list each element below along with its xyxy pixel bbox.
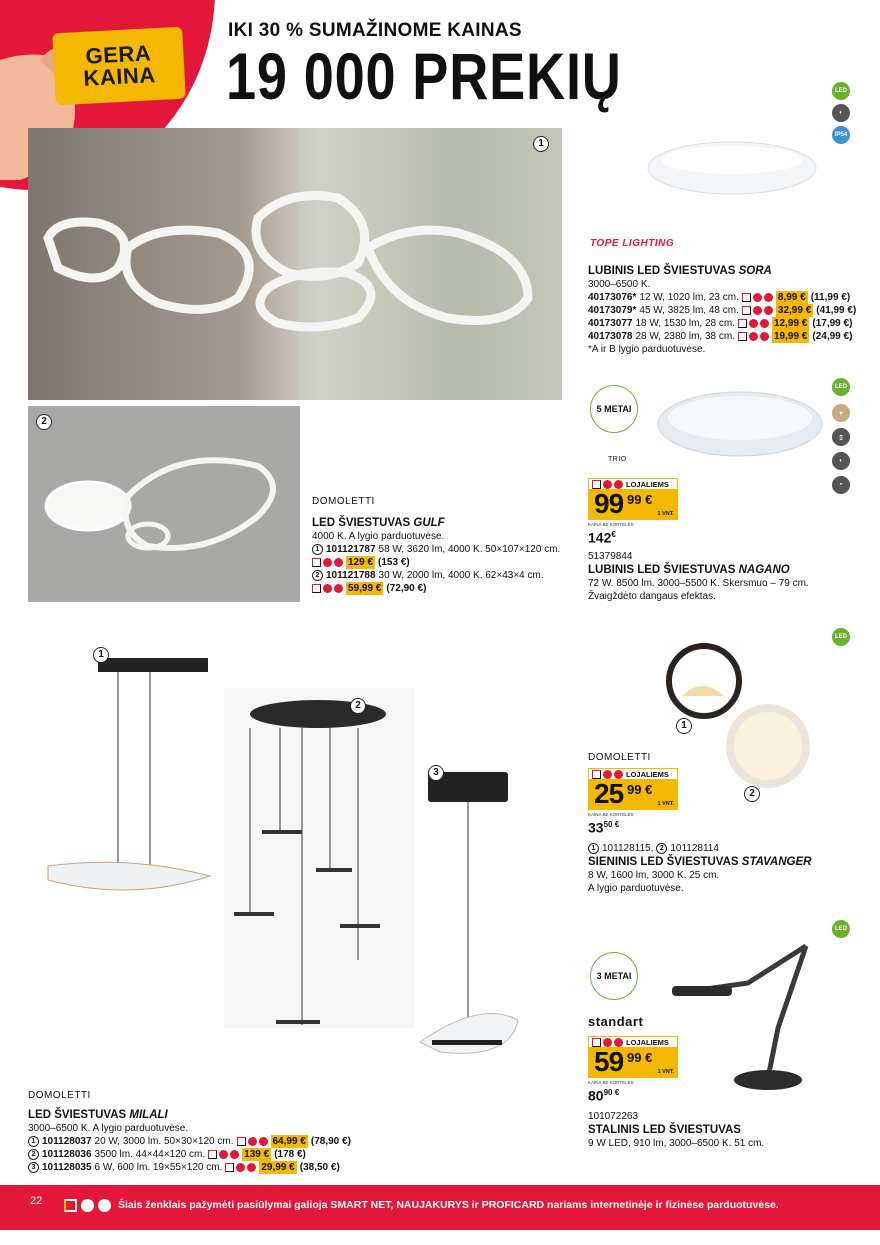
footer-icons — [64, 1199, 111, 1212]
loyalty-label-bar: LOJALIEMS — [588, 478, 678, 490]
regular-price: 142€ — [588, 529, 616, 546]
tope-lighting-logo: TOPE LIGHTING — [590, 238, 675, 249]
milali-lamps-image — [40, 640, 560, 1080]
price-cents: 99 € — [627, 1050, 653, 1065]
stavanger-price-box — [588, 768, 678, 836]
loyalty-label-bar: LOJALIEMS — [588, 768, 678, 780]
desk-price-box — [588, 1036, 678, 1104]
milali-row: 1 101128037 20 W, 3000 lm. 50×30×120 cm. 64,99 € (78,90 €) — [28, 1135, 358, 1148]
sora-note: *A ir B lygio parduotuvėse. — [588, 344, 706, 355]
desk-lamp-image — [668, 938, 818, 1098]
milali-spec: 3000–6500 K. A lygio parduotuvėse. — [28, 1123, 189, 1134]
price-unit: 1 VNT. — [657, 511, 674, 517]
gulf-title: LED ŠVIESTUVAS GULF — [312, 517, 445, 529]
nagano-spec-1: 72 W. 8500 lm. 3000–5500 K. Skersmuo – 79 cm. — [588, 578, 809, 589]
milali-title: LED ŠVIESTUVAS MILALI — [28, 1109, 168, 1121]
regular-price: $80^{90 €}$ — [588, 1087, 620, 1104]
desk-spec: 9 W LED, 910 lm, 3000–6500 K. 51 cm. — [588, 1138, 765, 1149]
photo-number-2: 2 — [350, 698, 366, 714]
tag-line2: KAINA — [82, 62, 157, 91]
gulf-row-2: 2 101121788 30 W, 2000 lm, 4000 K. 62×43×4 cm. — [312, 569, 582, 582]
price-main: 59 — [594, 1046, 624, 1077]
no-card-label: KAINA BE KORTELĖS — [588, 522, 634, 527]
stavanger-lamp-image — [662, 636, 812, 796]
price-main: 99 — [594, 488, 624, 519]
sora-row: 40173076* 12 W, 1020 lm, 23 cm. 8,99 € (11,99 €) — [588, 292, 851, 303]
sora-row: 40173078 28 W, 2380 lm, 38 cm. 19,99 € (24,99 €) — [588, 331, 853, 342]
price-cents: 99 € — [627, 782, 653, 797]
domoletti-logo: DOMOLETTI — [28, 1090, 91, 1101]
smart-net-icon — [98, 1199, 111, 1212]
footer-disclaimer: Šiais ženklais pažymėti pasiūlymai galioja SMART NET, NAUJAKURYS ir PROFICARD nariams internetinėje ir fizinėse parduotuvėse. — [118, 1199, 779, 1211]
header-subtitle: IKI 30 % SUMAŽINOME KAINAS — [228, 20, 522, 41]
led-badge: LED — [832, 920, 850, 938]
photo-number-2: 2 — [744, 786, 760, 802]
photo-number-1: 1 — [533, 136, 549, 152]
price-unit: 1 VNT. — [657, 1069, 674, 1075]
standart-logo: standart — [588, 1014, 644, 1029]
stavanger-spec-1: 8 W, 1600 lm, 3000 K. 25 cm. — [588, 870, 720, 881]
desk-text — [588, 1110, 838, 1150]
guarantee-5-seal: 5 METAI — [590, 385, 638, 433]
stavanger-spec-2: A lygio parduotuvėse. — [588, 883, 684, 894]
milali-text — [28, 1108, 358, 1174]
sora-lamp-image — [645, 138, 820, 204]
stavanger-title: SIENINIS LED ŠVIESTUVAS STAVANGER — [588, 856, 812, 868]
color-temperature-icon: ◓ — [832, 476, 850, 494]
remote-control-icon: ▯ — [832, 428, 850, 446]
photo-number-3: 3 — [428, 765, 444, 781]
gulf-spec: 4000 K. A lygio parduotuvėse. — [312, 531, 445, 542]
gulf-row-1: 1 101121787 58 W, 3620 lm, 4000 K. 50×107×120 cm. — [312, 543, 582, 556]
desk-code: 101072263 — [588, 1111, 639, 1122]
sora-row: 40173079* 45 W, 3825 lm, 48 cm. 32,99 € (41,99 €) — [588, 305, 857, 316]
price-unit: 1 VNT. — [657, 801, 674, 807]
stavanger-text — [588, 842, 838, 895]
domoletti-logo: DOMOLETTI — [312, 496, 375, 507]
ip-rating-badge: IP54 — [832, 126, 850, 144]
price-cents: 99 € — [627, 492, 653, 507]
dimmer-icon: ◐ — [832, 104, 850, 122]
led-badge: LED — [832, 628, 850, 646]
nagano-lamp-image — [655, 388, 825, 460]
desk-title: STALINIS LED ŠVIESTUVAS — [588, 1124, 741, 1136]
led-badge: LED — [832, 378, 850, 396]
gulf-text — [312, 516, 582, 595]
domoletti-logo: DOMOLETTI — [588, 752, 651, 763]
gulf-row-2-price: 59,99 € (72,90 €) — [312, 582, 582, 595]
trio-logo: TRIO — [608, 456, 627, 463]
price-main: 25 — [594, 778, 624, 809]
no-card-label: KAINA BE KORTELĖS — [588, 1080, 634, 1085]
regular-price: $33^{50 €}$ — [588, 819, 620, 836]
led-badge: LED — [832, 82, 850, 100]
tag-line1: GERA — [85, 40, 152, 69]
nagano-code: 51379844 — [588, 551, 633, 562]
header-title: 19 000 PREKIŲ — [226, 39, 622, 113]
photo-number-1: 1 — [93, 647, 109, 663]
photo-number-2: 2 — [36, 414, 52, 430]
sora-text — [588, 264, 857, 356]
card-icon — [64, 1199, 77, 1212]
dimmer-icon: ◐ — [832, 452, 850, 470]
guarantee-3-seal: 3 METAI — [590, 952, 638, 1000]
good-price-tag — [52, 27, 186, 106]
gulf-row-1-price: 129 € (153 €) — [312, 556, 582, 569]
no-card-label: KAINA BE KORTELĖS — [588, 812, 634, 817]
sora-spec: 3000–6500 K. — [588, 279, 651, 290]
nagano-title: LUBINIS LED ŠVIESTUVAS NAGANO — [588, 564, 790, 576]
starry-effect-icon: ✦ — [832, 404, 850, 422]
gulf-pendant-photo — [28, 128, 562, 400]
nagano-spec-2: Žvaigždėto dangaus efektas. — [588, 591, 716, 602]
page-number: 22 — [30, 1195, 43, 1207]
milali-row: 2 101128036 3500 lm. 44×44×120 cm. 139 € (178 €) — [28, 1148, 358, 1161]
nagano-price-box — [588, 478, 678, 546]
nagano-text — [588, 550, 838, 603]
milali-row: 3 101128035 6 W, 600 lm. 19×55×120 cm. 29,99 € (38,50 €) — [28, 1161, 358, 1174]
loyalty-label-bar: LOJALIEMS — [588, 1036, 678, 1048]
proficard-icon — [81, 1199, 94, 1212]
sora-row: 40173077 18 W, 1530 lm, 28 cm. 12,99 € (17,99 €) — [588, 318, 853, 329]
photo-number-1: 1 — [676, 718, 692, 734]
gulf-small-photo — [28, 406, 300, 602]
sora-title: LUBINIS LED ŠVIESTUVAS SORA — [588, 265, 772, 277]
stavanger-codes: 1 101128115, 2 101128114 — [588, 842, 838, 855]
